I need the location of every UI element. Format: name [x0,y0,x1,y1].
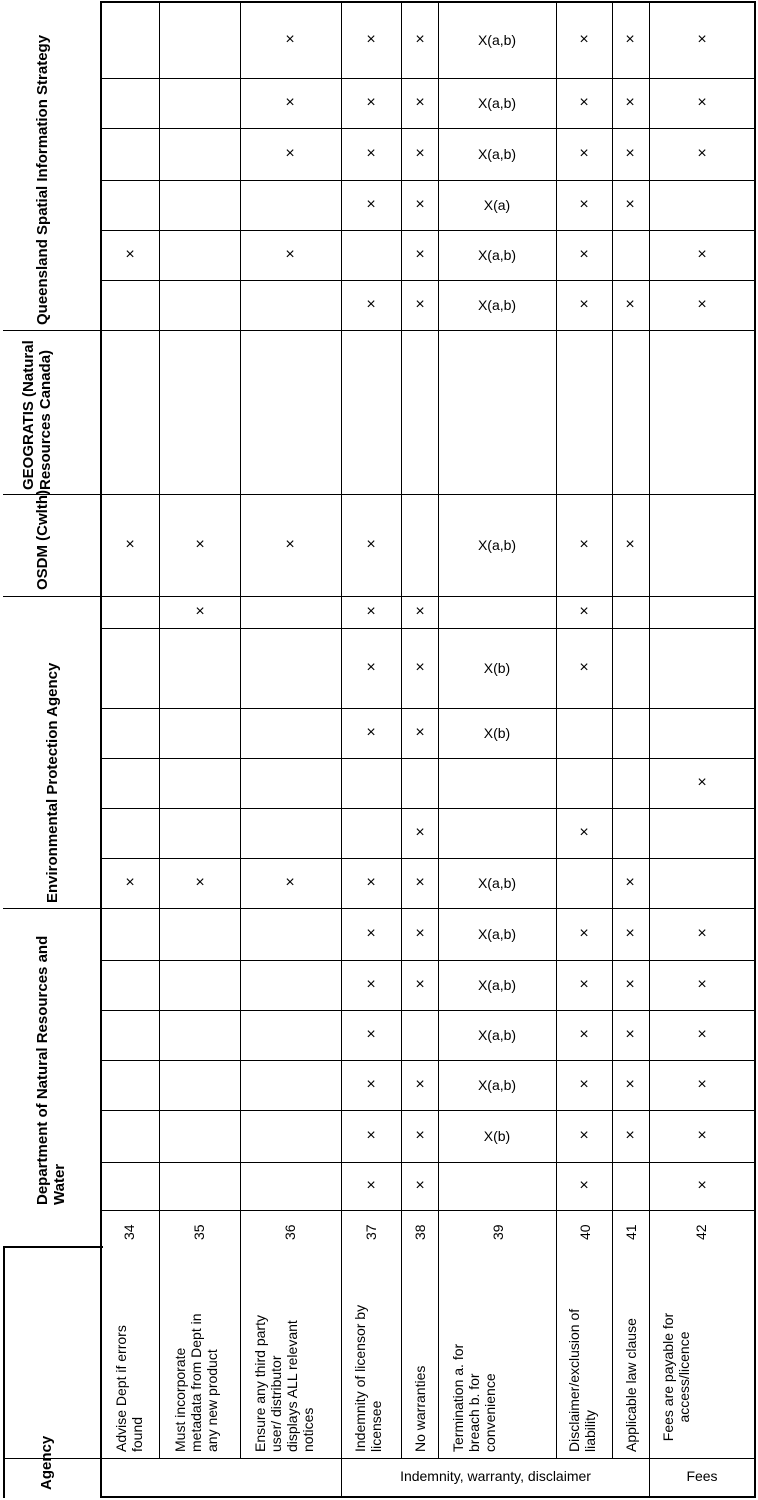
cross-mark: × [366,196,376,213]
cross-mark: × [415,196,425,213]
grid-line [3,908,756,909]
cross-mark: × [579,94,589,111]
cross-mark: × [415,603,425,620]
cross-mark: × [697,31,707,48]
agency-name-geogratis: GEOGRATIS (Natural Resources Canada) [20,340,54,490]
cross-mark: × [415,246,425,263]
cross-mark: × [625,1127,635,1144]
cross-mark: × [415,296,425,313]
cross-mark: × [415,659,425,676]
cross-mark: × [579,603,589,620]
cross-mark: × [366,659,376,676]
cross-mark: × [697,1026,707,1043]
termination-mark: X(a,b) [477,247,517,263]
cross-mark: × [366,976,376,993]
termination-mark: X(a,b) [477,875,517,891]
cross-mark: × [366,1177,376,1194]
termination-mark: X(b) [483,660,511,676]
cross-mark: × [579,1177,589,1194]
cross-mark: × [625,31,635,48]
grid-line [100,960,756,961]
clause-label: Termination a. for breach b. for convenience [450,1343,498,1452]
grid-line [100,628,756,629]
cross-mark: × [697,145,707,162]
cross-mark: × [415,1177,425,1194]
cross-mark: × [697,1076,707,1093]
grid-line [100,280,756,281]
cross-mark: × [579,536,589,553]
grid-line [3,330,756,331]
grid-line [100,1060,756,1061]
table-border-left [100,1,102,1498]
cross-mark: × [697,1177,707,1194]
clause-label: No warranties [412,1365,428,1452]
cross-mark: × [625,976,635,993]
termination-mark: X(a,b) [477,297,517,313]
cross-mark: × [697,1127,707,1144]
grid-line [100,1010,756,1011]
agency-name-dnrw: Department of Natural Resources and Water [34,935,68,1205]
grid-line [341,1,342,1498]
termination-mark: X(a,b) [477,95,517,111]
termination-mark: X(a,b) [477,926,517,942]
grid-line [3,494,756,495]
table-border-left-bottom [3,1246,5,1498]
cross-mark: × [366,145,376,162]
cross-mark: × [366,603,376,620]
cross-mark: × [415,145,425,162]
cross-mark: × [285,874,295,891]
cross-mark: × [579,296,589,313]
table-border-top-bottom [3,1246,103,1248]
cross-mark: × [195,536,205,553]
grid-line [100,230,756,231]
termination-mark: X(a,b) [477,977,517,993]
grid-line [100,858,756,859]
cross-mark: × [366,724,376,741]
row-number: 40 [577,1224,593,1240]
cross-mark: × [579,1127,589,1144]
grid-line [159,1,160,1458]
cross-mark: × [625,145,635,162]
grid-line [100,1162,756,1163]
cross-mark: × [579,196,589,213]
cross-mark: × [366,1026,376,1043]
cross-mark: × [579,246,589,263]
category-label-indemnity: Indemnity, warranty, disclaimer [400,1468,591,1484]
cross-mark: × [625,296,635,313]
termination-mark: X(a) [483,197,511,213]
clause-label: Ensure any third party user/ distributor displays ALL relevant notices [252,1315,316,1452]
cross-mark: × [285,246,295,263]
cross-mark: × [625,196,635,213]
termination-mark: X(a,b) [477,32,517,48]
cross-mark: × [579,31,589,48]
clause-label: Applicable law clause [623,1318,639,1452]
cross-mark: × [415,925,425,942]
cross-mark: × [415,1076,425,1093]
cross-mark: × [579,145,589,162]
cross-mark: × [366,94,376,111]
grid-line [100,180,756,181]
cross-mark: × [579,1026,589,1043]
cross-mark: × [366,1127,376,1144]
cross-mark: × [625,94,635,111]
grid-line [100,758,756,759]
cross-mark: × [625,874,635,891]
grid-line [649,1,650,1498]
grid-line [100,1110,756,1111]
clause-label: Advise Dept if errors found [113,1325,145,1452]
cross-mark: × [415,94,425,111]
cross-mark: × [125,874,135,891]
row-number: 41 [623,1224,639,1240]
termination-mark: X(b) [483,725,511,741]
table-border-right [754,1,756,1498]
cross-mark: × [579,1076,589,1093]
cross-mark: × [366,1076,376,1093]
row-number: 39 [490,1224,506,1240]
row-number: 34 [121,1224,137,1240]
cross-mark: × [285,536,295,553]
grid-line [100,808,756,809]
grid-line [100,1210,756,1211]
termination-mark: X(a,b) [477,1077,517,1093]
termination-mark: X(a,b) [477,146,517,162]
grid-line [100,708,756,709]
cross-mark: × [579,659,589,676]
termination-mark: X(a,b) [477,537,517,553]
cross-mark: × [195,603,205,620]
agency-name-osdm: OSDM (Cwlth) [34,490,51,590]
agency-column-header: Agency [38,1435,55,1490]
cross-mark: × [579,925,589,942]
table-border-bottom [100,1496,756,1498]
grid-line [3,1458,756,1459]
grid-line [240,1,241,1458]
row-number: 38 [412,1224,428,1240]
clause-label: Disclaimer/exclusion of liability [566,1308,598,1452]
cross-mark: × [697,94,707,111]
cross-mark: × [285,145,295,162]
row-number: 36 [282,1224,298,1240]
grid-line [100,78,756,79]
cross-mark: × [125,246,135,263]
cross-mark: × [366,536,376,553]
clause-label: Must incorporate metadata from Dept in any new product [172,1313,220,1452]
cross-mark: × [579,824,589,841]
grid-line [100,128,756,129]
cross-mark: × [697,296,707,313]
grid-line [612,1,613,1458]
cross-mark: × [415,824,425,841]
cross-mark: × [415,976,425,993]
cross-mark: × [625,925,635,942]
cross-mark: × [366,31,376,48]
cross-mark: × [125,536,135,553]
cross-mark: × [415,724,425,741]
row-number: 42 [693,1224,709,1240]
cross-mark: × [579,976,589,993]
category-label-fees: Fees [686,1468,718,1484]
grid-line [556,1,557,1458]
cross-mark: × [697,774,707,791]
agency-name-qsis: Queensland Spatial Information Strategy [34,34,51,325]
clause-label: Fees are payable for access/licence [660,1312,692,1442]
table-border-top [100,1,756,3]
cross-mark: × [697,246,707,263]
cross-mark: × [415,31,425,48]
cross-mark: × [195,874,205,891]
grid-line [3,596,756,597]
cross-mark: × [285,94,295,111]
cross-mark: × [697,925,707,942]
termination-mark: X(b) [483,1128,511,1144]
cross-mark: × [285,31,295,48]
cross-mark: × [415,874,425,891]
cross-mark: × [625,1026,635,1043]
cross-mark: × [366,925,376,942]
cross-mark: × [366,296,376,313]
cross-mark: × [415,1127,425,1144]
row-number: 37 [363,1224,379,1240]
cross-mark: × [625,1076,635,1093]
row-number: 35 [191,1224,207,1240]
cross-mark: × [697,976,707,993]
cross-mark: × [366,874,376,891]
termination-mark: X(a,b) [477,1027,517,1043]
clause-label: Indemnity of licensor by licensee [352,1304,384,1452]
agency-name-epa: Environmental Protection Agency [44,662,61,903]
cross-mark: × [625,536,635,553]
